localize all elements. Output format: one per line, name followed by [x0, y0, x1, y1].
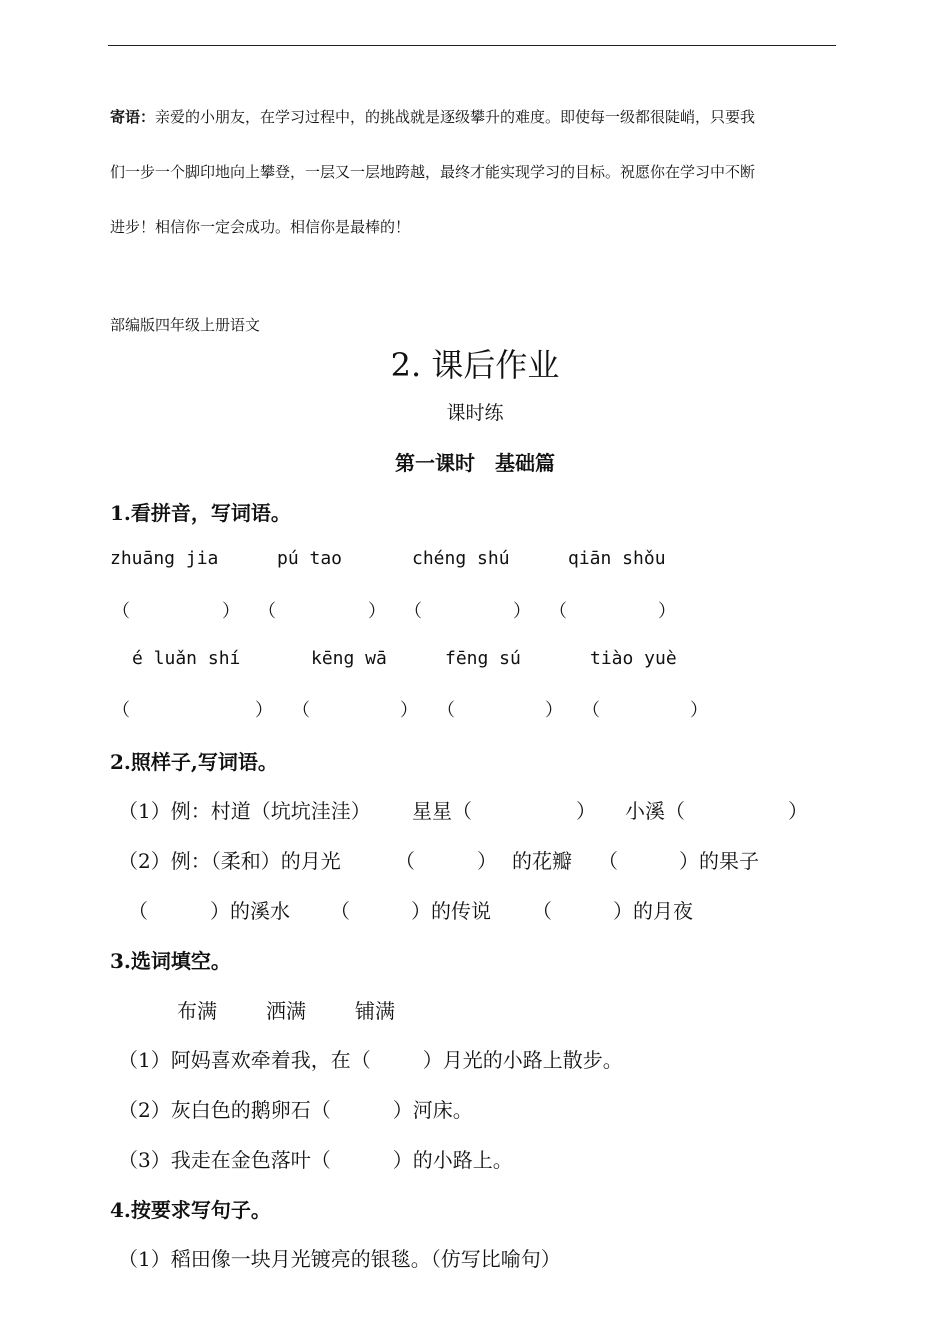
q3-item-3 [118, 1144, 513, 1173]
answer-open: （ [258, 601, 276, 622]
answer-open: （ [549, 601, 567, 622]
word-option: 布满 [177, 999, 217, 1023]
pinyin-2: pú tao [277, 548, 343, 569]
answer-open: （ [292, 700, 310, 721]
answer-open: （ [112, 700, 130, 721]
note-line-2: 们一步一个脚印地向上攀登，一层又一层地跨越，最终才能实现学习的目标。祝愿你在学习中不断 [110, 163, 756, 181]
q3-item-text: ）河床。 [392, 1098, 473, 1122]
q2-text: ）的溪水 [210, 899, 290, 923]
page-title: 2. 课后作业 [390, 346, 560, 384]
note-label: 寄语： [110, 108, 156, 126]
note-line-1 [110, 110, 755, 125]
q2-text: ） [576, 799, 596, 823]
answer-close: ） [368, 601, 386, 622]
answer-open: （ [112, 601, 130, 622]
answer-close: ） [400, 700, 418, 721]
q3-heading: 3.选词填空。 [110, 949, 231, 973]
pinyin-3: chéng shú [412, 548, 510, 569]
answer-open: （ [404, 601, 422, 622]
note-line-3: 进步！相信你一定会成功。相信你是最棒的！ [110, 218, 411, 236]
q2-text: （ [330, 899, 350, 923]
q3-item-text: ）的小路上。 [392, 1148, 513, 1172]
pinyin-5: é luǎn shí [132, 648, 241, 669]
word-option: 洒满 [266, 999, 306, 1023]
q3-item-text: ）月光的小路上散步。 [422, 1048, 623, 1072]
pinyin-6: kēng wā [311, 648, 387, 669]
header-rule [108, 45, 836, 46]
q3-item-text: （1）阿妈喜欢牵着我，在（ [118, 1048, 371, 1072]
q3-item-text: （2）灰白色的鹅卵石（ [118, 1098, 331, 1122]
pinyin-4: qiān shǒu [568, 548, 666, 569]
q2-text: （ [128, 899, 148, 923]
q4-item-1: （1）稻田像一块月光镀亮的银毯。（仿写比喻句） [118, 1247, 561, 1271]
note-text-1: 亲爱的小朋友，在学习过程中，的挑战就是逐级攀升的难度。即使每一级都很陡峭，只要我 [155, 108, 756, 126]
answer-open: （ [437, 700, 455, 721]
answer-open: （ [582, 700, 600, 721]
q1-heading: 1.看拼音，写词语。 [110, 501, 291, 525]
q2-text: （ [598, 849, 618, 873]
pinyin-7: fēng sú [445, 648, 521, 669]
answer-close: ） [690, 700, 708, 721]
q2-text: ）的传说 [411, 899, 491, 923]
q3-item-2 [118, 1094, 473, 1123]
q2-text: ）的果子 [679, 849, 759, 873]
answer-close: ） [658, 601, 676, 622]
page-subtitle: 课时练 [446, 402, 504, 424]
answer-close: ） [545, 700, 563, 721]
word-option: 铺满 [355, 999, 395, 1023]
q2-text: 星星（ [412, 799, 472, 823]
q4-heading: 4.按要求写句子。 [110, 1198, 271, 1222]
q2-example-2: （2）例：（柔和）的月光 [118, 849, 341, 873]
q3-item-text: （3）我走在金色落叶（ [118, 1148, 331, 1172]
q2-text: 的花瓣 [512, 849, 572, 873]
q2-heading: 2.照样子,写词语。 [110, 750, 278, 774]
q2-text: ） [477, 849, 497, 873]
q2-text: （ [395, 849, 415, 873]
q2-example-1: （1）例：村道（坑坑洼洼） [118, 799, 371, 823]
answer-close: ） [513, 601, 531, 622]
q3-item-1 [118, 1044, 623, 1073]
q2-text: （ [532, 899, 552, 923]
lesson-heading: 第一课时 基础篇 [395, 451, 555, 475]
q2-text: ） [788, 799, 808, 823]
answer-close: ） [222, 601, 240, 622]
pinyin-1: zhuāng jia [110, 548, 219, 569]
textbook-label: 部编版四年级上册语文 [110, 316, 261, 334]
pinyin-8: tiào yuè [590, 648, 677, 669]
q2-text: ）的月夜 [613, 899, 693, 923]
q2-text: 小溪（ [625, 799, 685, 823]
answer-close: ） [255, 700, 273, 721]
